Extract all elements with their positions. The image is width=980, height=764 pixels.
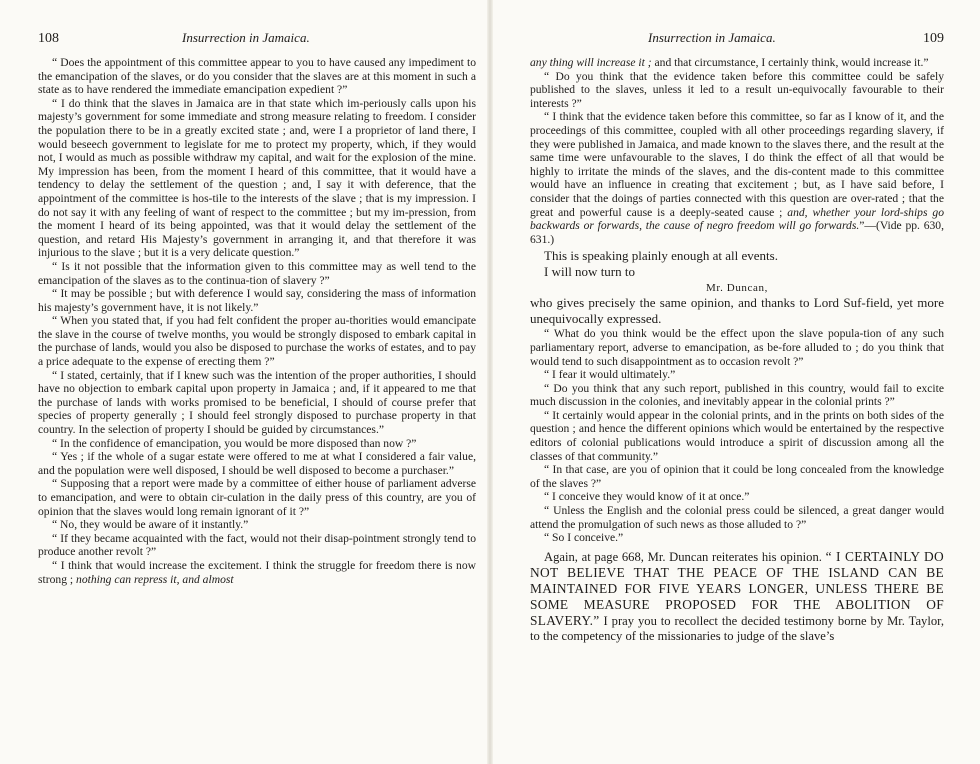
right-first-italic: any thing will increase it ; (530, 56, 652, 69)
right-page-number: 109 (923, 31, 944, 46)
right-paragraph-7: “ It certainly would appear in the colonial prints, and in the prints on both sides of the question ; and hence the different opinions which would be entertained by the respective editors of colonial publications would introduce a spirit of discussion among all the classes of that community.” (530, 408, 944, 463)
right-p3-end: ”—(Vide pp. 630, 631.) (530, 219, 944, 246)
right-paragraph-10: “ Unless the English and the colonial press could be silenced, a great danger would attend the promulgation of such news as those alluded to ?” (530, 504, 944, 531)
left-body (38, 56, 476, 586)
right-running-title: Insurrection in Jamaica. (648, 30, 776, 45)
right-body (530, 56, 944, 644)
right-final-paragraph (530, 549, 944, 644)
left-paragraph-8: “ Yes ; if the whole of a sugar estate were offered to me at what I considered a fair value, and the population were well disposed, I should be well disposed to become a purchaser.” (38, 450, 476, 477)
left-last-italic: nothing can repress it, and almost (76, 572, 234, 586)
right-paragraph-4: “ What do you think would be the effect upon the slave popula-tion of any such parliamentary report, adverse to emancipation, as be-fore alluded to ; do you think that would tend to such disappointment as to occasion revolt ?” (530, 327, 944, 368)
right-paragraph-8: “ In that case, are you of opinion that it could be long concealed from the knowledge of the slaves ?” (530, 463, 944, 490)
left-paragraph-12 (38, 559, 476, 586)
final-text-start: Again, at page 668, Mr. Duncan reiterates his opinion. (544, 549, 822, 564)
left-last-text: “ I think that would increase the excitement. I think the struggle for freedom there is now strong ; (38, 558, 476, 586)
right-paragraph-11: “ So I conceive.” (544, 531, 624, 545)
right-page-header (530, 30, 944, 54)
left-paragraph-7: “ In the confidence of emancipation, you would be more disposed than now ?” (52, 436, 417, 450)
right-first-rest: and that circumstance, I certainly think, would increase it.” (654, 56, 929, 69)
final-caps-quote: “ I CERTAINLY DO NOT BELIEVE THAT THE PEACE OF THE ISLAND CAN BE MAINTAINED FOR FIVE YEARS LONGER, UNLESS THERE BE SOME MEASURE PROPOSED FOR THE ABOLITION OF SLAVERY.” (530, 548, 944, 628)
left-running-title: Insurrection in Jamaica. (182, 30, 310, 45)
commentary-3: who gives precisely the same opinion, and thanks to Lord Suf-field, yet more unequivocally expressed. (530, 295, 944, 327)
right-paragraph-5: “ I fear it would ultimately.” (544, 368, 676, 382)
right-paragraph-1 (530, 56, 944, 70)
right-paragraph-2: “ Do you think that the evidence taken before this committee could be safely published to the slaves, unless it led to a result un-equivocally favourable to their interests ?” (530, 69, 944, 110)
left-paragraph-11: “ If they became acquainted with the fact, would not their disap-pointment strongly tend to produce another revolt ?” (38, 531, 476, 559)
right-paragraph-3 (530, 110, 944, 246)
speaker-name: Mr. Duncan, (706, 282, 768, 295)
left-paragraph-2: “ I do think that the slaves in Jamaica are in that state which im-periously calls upon his majesty’s government for some immediate and strong measure relating to freedom. I consider the population there to be in a greatly excited state ; and, were I a proprietor of land there, I would beseech government to legislate for me to protect my property, which, if they would not, I would as much as possible withdraw my capital, and wait for the explosion of the mine. My impression has been, from the moment I heard of this committee, that it would have a tendency to delay the settlement of the question ; and, I say it with deference, that the appointment of the committee is hos-tile to the interests of the slave ; that is my impression. I do not say it with any feeling of want of respect to the committee ; but my im-pression, from the moment I heard of its being appointed, was that it would delay the settlement of the question, and retard His Majesty’s government in arranging it, and that therefore it was injurious to the slave ; but it is a very delicate question.” (38, 96, 476, 260)
left-paragraph-4: “ It may be possible ; but with deference I would say, considering the mass of information his majesty’s government have, it is not likely.” (38, 287, 476, 314)
left-paragraph-10: “ No, they would be aware of it instantly.” (52, 518, 249, 532)
left-paragraph-3: “ Is it not possible that the information given to this committee may as well tend to the emancipation of the slaves as to the continua-tion of slavery ?” (38, 259, 476, 287)
commentary-2: I will now turn to (544, 264, 635, 280)
right-p3-text: “ I think that the evidence taken before this committee, so far as I know of it, and the proceedings of this committee, coupled with all other proceedings regarding slavery, if they were published in Jamaica, and made known to the slaves there, and the result at the same time were unfavourable to the slaves, I do think the effect of all that would be highly to irritate the minds of the slaves, and the dis-content made to this committee would have an influence in creating that excitement ; but, as I have said before, I consider that the doings of parties connected with this question are over-rated ; that the great and powerful cause is a deeply-seated cause ; (530, 110, 944, 219)
right-paragraph-6: “ Do you think that any such report, published in this country, would fail to excite much discussion in the colonies, and inevitably appear in the colonial prints ?” (530, 381, 944, 409)
final-text-end: I pray you to recollect the decided testimony borne by Mr. Taylor, to the competency of the missionaries to judge of the slave’s (530, 613, 944, 643)
left-page-header (38, 30, 476, 54)
left-paragraph-1: “ Does the appointment of this committee appear to you to have caused any impediment to the emancipation of the slaves, or do you consider that the slaves are at this moment in such a state as to have rendered the immediate emancipation expedient ?” (38, 56, 476, 97)
left-paragraph-6: “ I stated, certainly, that if I knew such was the intention of the proper authorities, I should have no objection to embark capital upon property in Jamaica ; and, if it appeared to me that the purchase of lands with works promised to be beneficial, I should of course prefer that species of property generally ; I should feel strongly disposed to purchase property in that country. In the selection of property I should be guided by circumstances.” (38, 368, 476, 437)
left-paragraph-5: “ When you stated that, if you had felt confident the proper au-thorities would emancipate the slave in the course of twelve months, you would be strongly disposed to embark capital in the purchase of lands, would you also be disposed to purchase the works of estates, and to pay a price adequate to the expense of erecting them ?” (38, 314, 476, 369)
left-page-number: 108 (38, 31, 59, 46)
commentary-1: This is speaking plainly enough at all events. (544, 248, 778, 264)
left-paragraph-9: “ Supposing that a report were made by a committee of either house of parliament adverse to emancipation, and were to obtain cir-culation in the daily press of this country, are you of opinion that the slaves would long remain ignorant of it ?” (38, 477, 476, 518)
right-p3-italic: and, whether your lord-ships go backwards or forwards, the cause of negro freedom will go forwards. (530, 205, 944, 233)
right-page (490, 0, 980, 764)
right-paragraph-9: “ I conceive they would know of it at once.” (544, 490, 750, 504)
